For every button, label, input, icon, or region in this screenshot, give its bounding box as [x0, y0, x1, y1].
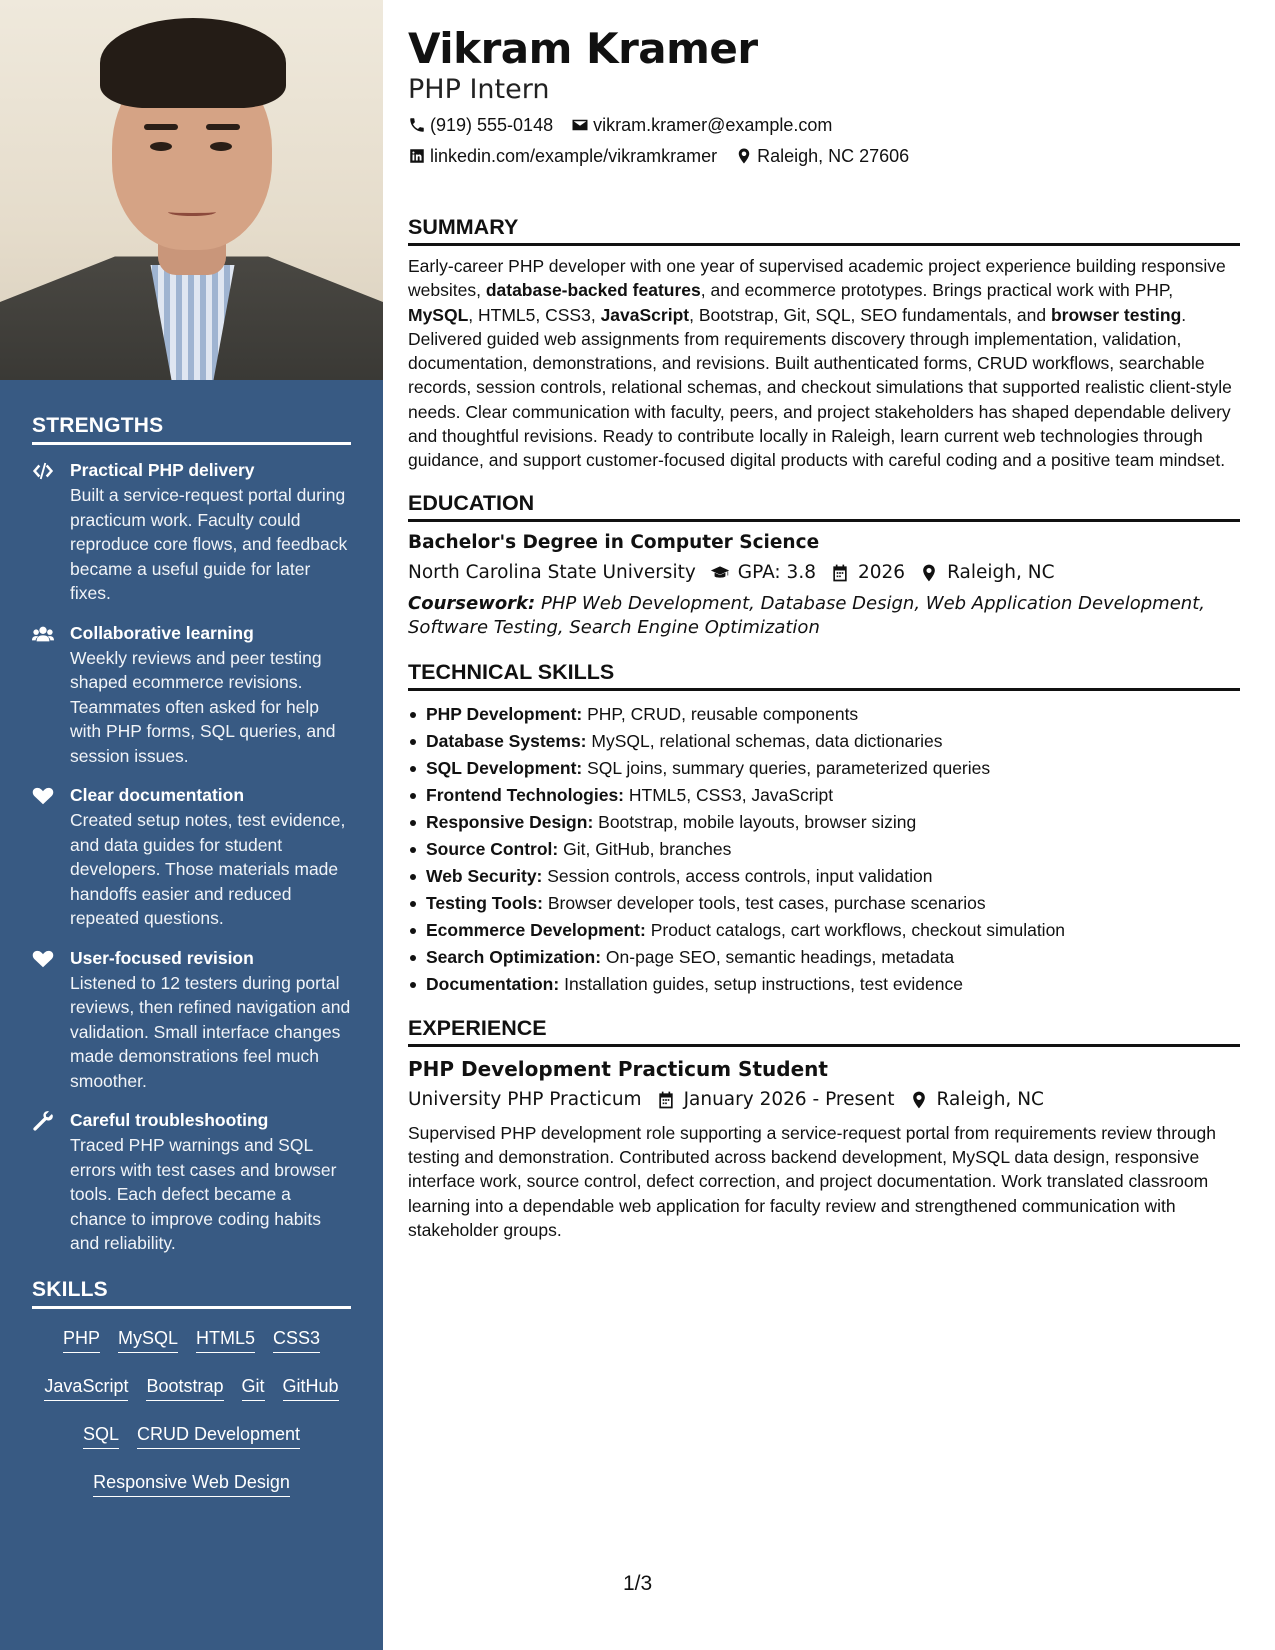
calendar-icon [830, 563, 850, 583]
photo-eye [210, 142, 232, 151]
skill-tag: HTML5 [196, 1327, 255, 1353]
calendar-icon [656, 1090, 676, 1110]
technical-skills-title: TECHNICAL SKILLS [408, 658, 1240, 691]
list-item: Search Optimization: On-page SEO, semantic headings, metadata [408, 944, 1240, 971]
organization: University PHP Practicum [408, 1088, 642, 1110]
strengths-section [0, 380, 383, 1256]
strength-item [32, 459, 351, 606]
skill-tag: CSS3 [273, 1327, 320, 1353]
heart-icon [32, 947, 70, 1094]
education-title: EDUCATION [408, 489, 1240, 522]
job-location: Raleigh, NC [936, 1088, 1044, 1110]
list-item: Documentation: Installation guides, setup instructions, test evidence [408, 971, 1240, 998]
skill-tag: Git [242, 1375, 265, 1401]
email-text: vikram.kramer@example.com [593, 115, 833, 135]
list-item: Ecommerce Development: Product catalogs, cart workflows, checkout simulation [408, 917, 1240, 944]
envelope-icon [571, 116, 589, 134]
page-number: 1/3 [623, 1572, 653, 1595]
strength-text: Created setup notes, test evidence, and data guides for student developers. Those materials made handoffs easier and reduced repeated questions. [70, 810, 346, 928]
strength-item [32, 947, 351, 1094]
experience-title: EXPERIENCE [408, 1014, 1240, 1047]
sidebar [0, 0, 383, 1650]
skill-tag: CRUD Development [137, 1423, 300, 1449]
strength-item [32, 1109, 351, 1256]
strength-item [32, 622, 351, 769]
code-icon [32, 459, 70, 606]
candidate-name: Vikram Kramer [408, 24, 758, 73]
users-icon [32, 622, 70, 769]
location-text: Raleigh, NC 27606 [757, 146, 910, 166]
school-name: North Carolina State University [408, 561, 696, 583]
skill-tag: MySQL [118, 1327, 178, 1353]
skill-tag: GitHub [283, 1375, 339, 1401]
job-dates: January 2026 - Present [683, 1088, 895, 1110]
skills-tags [32, 1323, 351, 1497]
map-pin-icon [735, 147, 753, 165]
strength-item [32, 784, 351, 931]
list-item: Database Systems: MySQL, relational schemas, data dictionaries [408, 728, 1240, 755]
experience-meta [408, 1087, 1240, 1113]
list-item: Source Control: Git, GitHub, branches [408, 836, 1240, 863]
degree-title: Bachelor's Degree in Computer Science [408, 531, 820, 553]
graduation-cap-icon [710, 563, 730, 583]
strength-text: Weekly reviews and peer testing shaped ecommerce revisions. Teammates often asked for help with PHP forms, SQL queries, and session issues. [70, 647, 336, 766]
photo-brow [206, 124, 240, 130]
skill-tag: Bootstrap [146, 1375, 223, 1401]
education-section [408, 489, 1240, 640]
graduation-year: 2026 [857, 561, 906, 583]
phone-text: (919) 555-0148 [430, 115, 554, 135]
list-item: Web Security: Session controls, access controls, input validation [408, 863, 1240, 890]
skills-section [0, 1272, 383, 1497]
job-description: Supervised PHP development role supporting a service-request portal from requirements review through testing and demonstration. Contributed across backend development, MySQL data design, responsive interface work, source control, defect correction, and project documentation. Work translated classroom learning into a dependable web application for faculty review and strengthened communication with stakeholder groups. [408, 1122, 1216, 1240]
contact-row [408, 113, 1240, 137]
skill-tag: Responsive Web Design [93, 1471, 290, 1497]
education-meta [408, 560, 1240, 586]
summary-section [408, 213, 1240, 473]
list-item: Testing Tools: Browser developer tools, test cases, purchase scenarios [408, 890, 1240, 917]
strength-title: Collaborative learning [70, 622, 254, 643]
list-item: Frontend Technologies: HTML5, CSS3, JavaScript [408, 782, 1240, 809]
summary-text: Early-career PHP developer with one year of supervised academic project experience building responsive websites, database-backed features, and ecommerce prototypes. Brings practical work with PHP, MySQL, HTML5, CSS3, JavaScript, Bootstrap, Git, SQL, SEO fundamentals, and browser testing. Delivered guided web assignments from requirements discovery through implementation, validation, documentation, demonstrations, and revisions. Built authenticated forms, CRUD workflows, searchable records, session controls, relational schemas, and checkout simulations that supported realistic client-style needs. Clear communication with faculty, peers, and project stakeholders has shaped dependable delivery and thoughtful revisions. Ready to contribute locally in Raleigh, learn current web technologies through guidance, and support customer-focused digital products with careful coding and a positive team mindset. [408, 256, 1232, 471]
strength-title: Careful troubleshooting [70, 1110, 269, 1130]
main-content [408, 0, 1240, 1242]
school-location: Raleigh, NC [947, 561, 1055, 583]
list-item: Responsive Design: Bootstrap, mobile layouts, browser sizing [408, 809, 1240, 836]
photo-brow [144, 124, 178, 130]
contact-row [408, 144, 1240, 168]
heart-icon [32, 784, 70, 931]
strength-text: Built a service-request portal during practicum work. Faculty could reproduce core flows, and feedback became a useful guide for later fixes. [70, 485, 348, 603]
coursework: Coursework: PHP Web Development, Database Design, Web Application Development, Software Testing, Search Engine Optimization [408, 592, 1205, 638]
skill-tag: PHP [63, 1327, 100, 1353]
skill-tag: SQL [83, 1423, 119, 1449]
strength-title: Practical PHP delivery [70, 460, 255, 480]
phone-icon [408, 116, 426, 134]
strength-title: Clear documentation [70, 785, 245, 805]
technical-skills-list [408, 701, 1240, 998]
photo-mouth [168, 208, 216, 216]
technical-skills-section [408, 658, 1240, 998]
linkedin-icon [408, 147, 426, 165]
strength-title: User-focused revision [70, 947, 254, 968]
photo-eye [150, 142, 172, 151]
phone-contact[interactable] [408, 113, 553, 137]
map-pin-icon [919, 563, 939, 583]
profile-photo [0, 0, 383, 380]
strength-text: Listened to 12 testers during portal reviews, then refined navigation and validation. Small interface changes made demonstrations feel much smoother. [70, 972, 351, 1091]
skill-tag: JavaScript [44, 1375, 128, 1401]
list-item: SQL Development: SQL joins, summary queries, parameterized queries [408, 755, 1240, 782]
photo-hair [100, 18, 286, 108]
email-contact[interactable] [571, 113, 832, 137]
linkedin-contact[interactable] [408, 144, 717, 168]
strength-text: Traced PHP warnings and SQL errors with test cases and browser tools. Each defect became a chance to improve coding habits and reliability. [70, 1135, 337, 1253]
wrench-icon [32, 1109, 70, 1256]
summary-title: SUMMARY [408, 213, 1240, 246]
map-pin-icon [909, 1090, 929, 1110]
strengths-title: STRENGTHS [32, 380, 351, 445]
linkedin-text: linkedin.com/example/vikramkramer [430, 146, 718, 166]
skills-title: SKILLS [32, 1272, 351, 1309]
job-title: PHP Development Practicum Student [408, 1056, 828, 1081]
gpa: GPA: 3.8 [737, 561, 816, 583]
experience-section [408, 1014, 1240, 1242]
list-item: PHP Development: PHP, CRUD, reusable components [408, 701, 1240, 728]
location-contact [735, 144, 909, 168]
candidate-role: PHP Intern [408, 74, 550, 105]
